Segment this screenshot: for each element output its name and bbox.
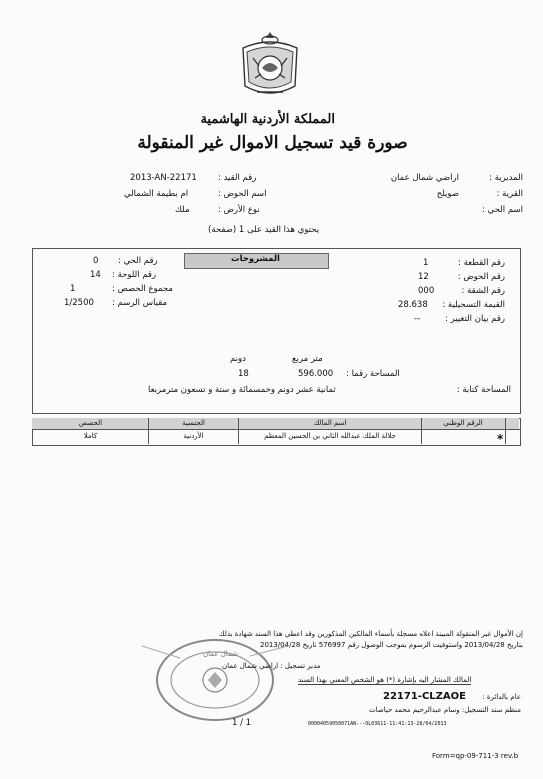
owner-note: المالك المشار اليه بإشارة (*) هو الشخص المعني بهذا السند (298, 676, 472, 684)
certification-line-2: بتاريخ 2013/04/28 واستوفيت الرسوم بموجب الوصول رقم 576997 تاريخ 2013/04/28 (259, 641, 523, 649)
encumbrances-header: المشروحات (231, 254, 280, 264)
registered-value-label: القيمة التسجيلية : (442, 300, 505, 310)
apartment-number-value: 000 (418, 286, 435, 296)
document-title: صورة قيد تسجيل الاموال غير المنقولة (137, 133, 408, 153)
jordan-coat-of-arms-icon (233, 28, 307, 102)
land-type-value: ملك (175, 205, 190, 215)
area-unit-dunum: دونم (230, 354, 246, 364)
registrar-line: مدير تسجيل : اراضي شمال عمان (222, 662, 321, 670)
page-number: 1 / 1 (232, 718, 252, 728)
registration-code: 22171-CLZAOE (383, 691, 466, 702)
registration-number-label: رقم القيد : (218, 173, 257, 183)
owner-shares: كاملا (83, 432, 98, 440)
scale-value: 1/2500 (64, 298, 94, 308)
registration-number-value: 2013-AN-22171 (130, 173, 197, 183)
owner-name: جلالة الملك عبدالله الثاني بن الحسين المعظم (264, 432, 396, 440)
area-written-label: المساحة كتابة : (456, 385, 511, 395)
official-stamp-icon (140, 628, 290, 728)
district-number-value: 0 (93, 256, 99, 266)
header-shares: الحصص (78, 419, 103, 427)
owner-nationality: الأردنية (183, 432, 204, 440)
district-label: اسم الحي : (482, 205, 523, 215)
total-shares-value: 1 (70, 284, 76, 294)
directorate-value: اراضي شمال عمان (390, 173, 459, 183)
change-statement-label: رقم بيان التغيير : (445, 314, 505, 324)
directorate-label: المديرية : (489, 173, 523, 183)
plate-number-value: 14 (90, 270, 101, 280)
apartment-number-label: رقم الشقة : (461, 286, 505, 296)
page-count-note: يحتوي هذا القيد على 1 (صفحة) (208, 225, 320, 235)
area-sqm-value: 596.000 (298, 369, 334, 379)
scale-label: مقياس الرسم : (112, 298, 168, 308)
basin-name-label: اسم الحوض : (218, 189, 267, 199)
village-label: القرية : (496, 189, 523, 199)
header-national-no: الرقم الوطني (443, 419, 483, 427)
total-shares-label: مجموع الحصص : (112, 284, 173, 294)
owners-header-divider (32, 429, 520, 430)
land-type-label: نوع الأرض : (218, 205, 260, 215)
village-value: صويلح (436, 189, 459, 199)
header-owner-name: اسم المالك (313, 419, 347, 427)
area-numeric-label: المساحة رقما : (346, 369, 400, 379)
owner-marker: * (497, 432, 504, 446)
basin-number-label: رقم الحوض : (457, 272, 505, 282)
certification-line-1: إن الأموال غير المنقولة المبينة اعلاه مسجلة بأسماء المالكين المذكورين وقد اعطي هذا السند شهادة بذلك (218, 630, 523, 638)
stamp-text: شمال عمان (203, 650, 238, 658)
plot-number-label: رقم القطعة : (458, 258, 505, 268)
col-divider-4 (505, 418, 506, 444)
plate-number-label: رقم اللوحة : (112, 270, 157, 280)
registered-value: 28.638 (398, 300, 428, 310)
plot-number-value: 1 (423, 258, 429, 268)
basin-number-value: 12 (418, 272, 429, 282)
area-written-value: ثمانية عشر دونم وخمسمائة و ستة و تسعون مترمربعا (148, 385, 336, 395)
kingdom-title: المملكة الأردنية الهاشمية (200, 112, 335, 127)
organizer-line: منظم سند التسجيل: وسام عبدالرحيم محمد حياصات (369, 706, 521, 714)
department-label: عام بالدائرة : (482, 693, 521, 701)
barcode-text: 00004059050071AN---OL03611-11:41:13-28/04/2013 (308, 721, 447, 727)
change-statement-value: -- (414, 314, 421, 324)
basin-name-value: ام بطيمة الشمالي (124, 189, 189, 199)
header-nationality: الجنسية (182, 419, 205, 427)
area-dunum-value: 18 (238, 369, 249, 379)
form-number: Form=qp-09-711-3 rev.b (432, 752, 519, 760)
area-unit-sqm: متر مربع (292, 354, 323, 364)
district-number-label: رقم الحي : (118, 256, 158, 266)
